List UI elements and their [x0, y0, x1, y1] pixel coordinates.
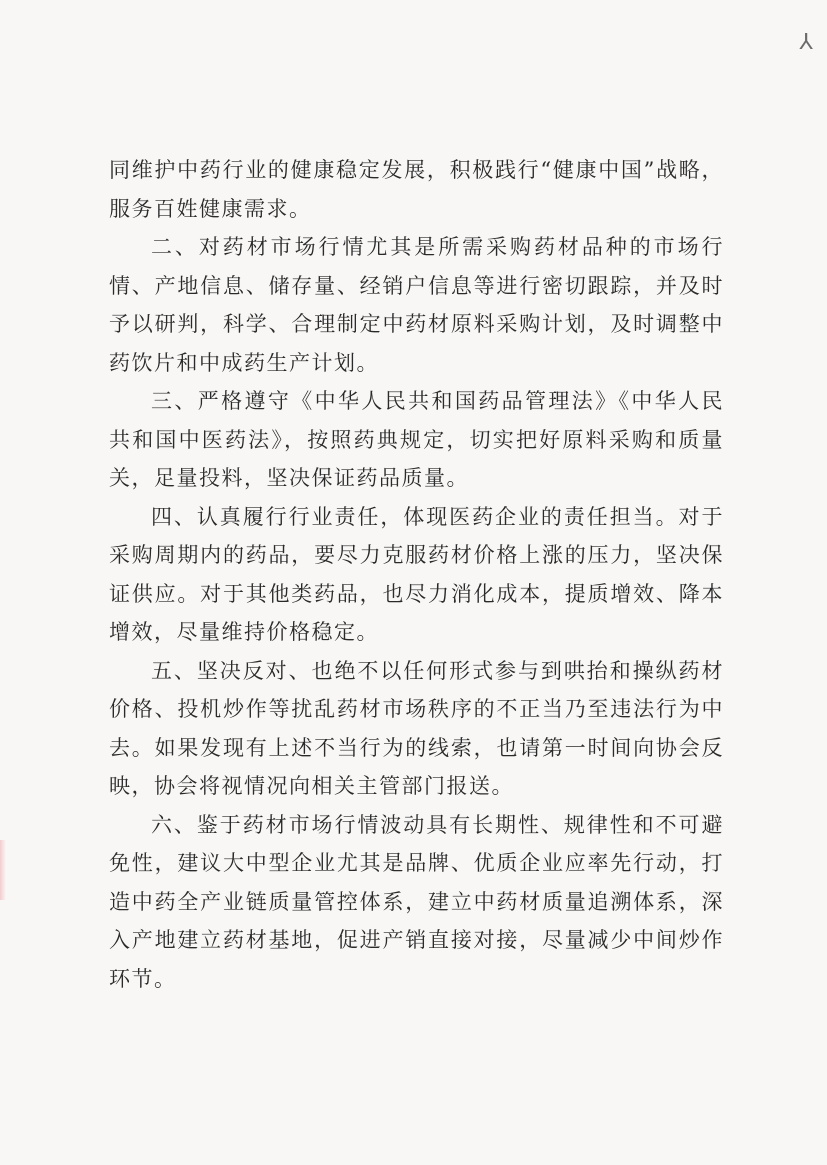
paragraph-6: 六、鉴于药材市场行情波动具有长期性、规律性和不可避免性，建议大中型企业尤其是品牌、优质企业应率先行动，打造中药全产业链质量管控体系，建立中药材质量追溯体系，深入产地建立药材基地，促进产销直接对接，尽量减少中间炒作环节。 — [109, 812, 724, 991]
paragraph-1: 同维护中药行业的健康稳定发展，积极践行“健康中国”战略，服务百姓健康需求。 — [109, 158, 724, 221]
edge-stamp-trace — [0, 840, 6, 900]
paragraph-3: 三、严格遵守《中华人民共和国药品管理法》《中华人民共和国中医药法》，按照药典规定，切实把好原料采购和质量关，足量投料，坚决保证药品质量。 — [109, 389, 724, 490]
document-body — [109, 151, 724, 998]
corner-mark: ⅄ — [799, 30, 813, 55]
paragraph-4: 四、认真履行行业责任，体现医药企业的责任担当。对于采购周期内的药品，要尽力克服药材价格上涨的压力，坚决保证供应。对于其他类药品，也尽力消化成本，提质增效、降本增效，尽量维持价格稳定。 — [109, 504, 724, 644]
paragraph-5: 五、坚决反对、也绝不以任何形式参与到哄抬和操纵药材价格、投机炒作等扰乱药材市场秩序的不正当乃至违法行为中去。如果发现有上述不当行为的线索，也请第一时间向协会反映，协会将视情况向相关主管部门报送。 — [109, 658, 724, 798]
paragraph-2: 二、对药材市场行情尤其是所需采购药材品种的市场行情、产地信息、储存量、经销户信息等进行密切跟踪，并及时予以研判，科学、合理制定中药材原料采购计划，及时调整中药饮片和中成药生产计划。 — [109, 235, 724, 375]
